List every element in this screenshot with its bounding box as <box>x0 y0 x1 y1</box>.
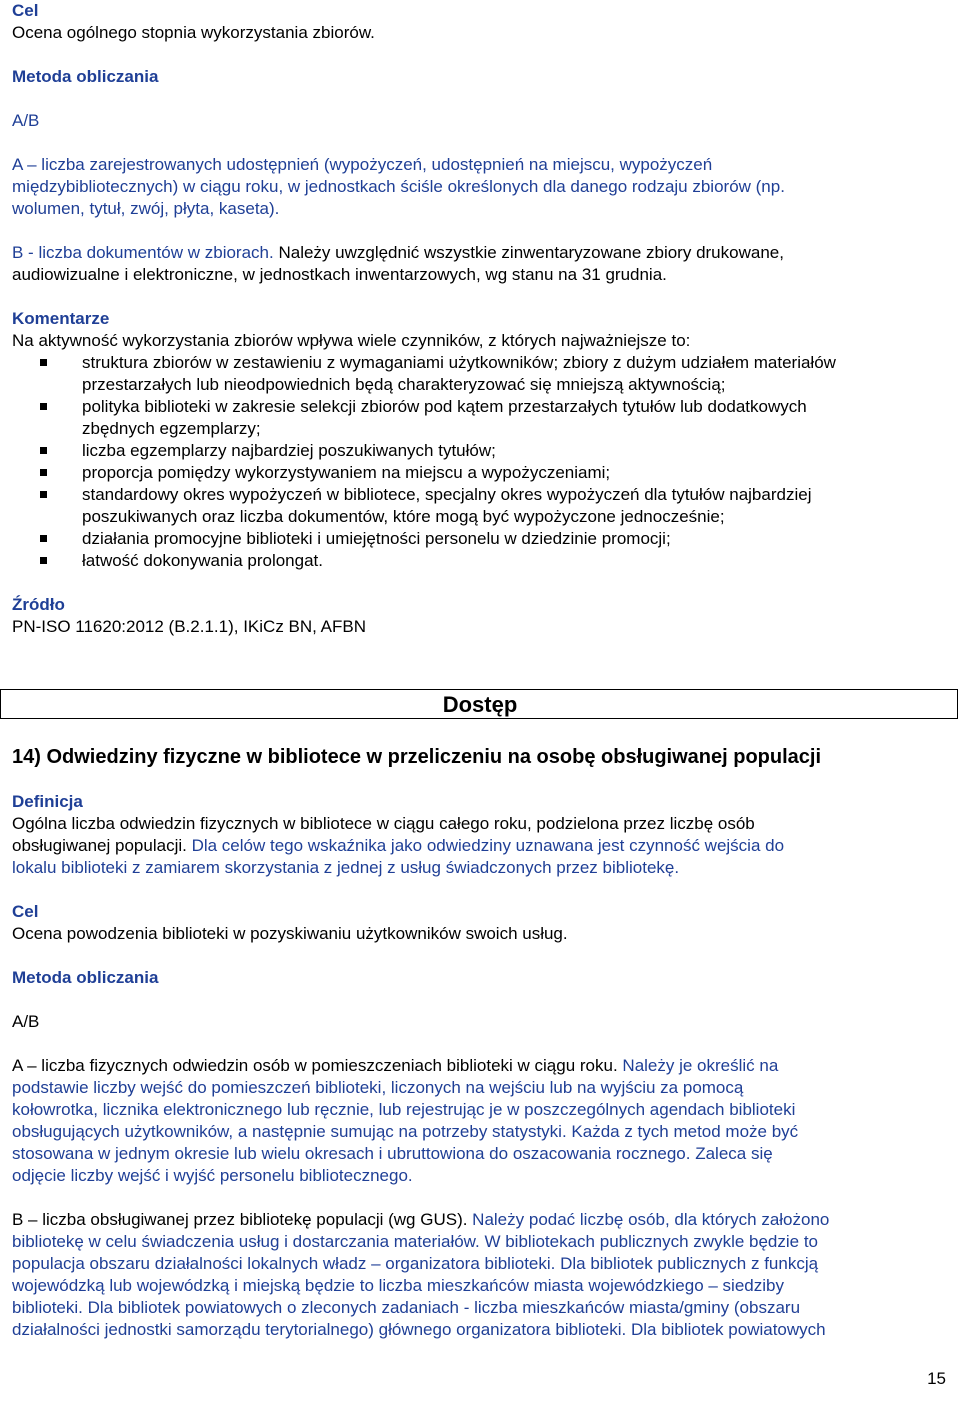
metoda-heading: Metoda obliczania <box>12 968 159 987</box>
factors-list <box>12 352 948 572</box>
a-definition-line: wolumen, tytuł, zwój, płyta, kaseta). <box>12 199 280 218</box>
b-label: B - liczba dokumentów w zbiorach. <box>12 243 274 262</box>
definicja-line: lokalu biblioteki z zamiarem skorzystania z jednej z usług świadczonych przez bibliotekę. <box>12 858 680 877</box>
bullet-icon <box>40 403 47 410</box>
a-definition-line: A – liczba fizycznych odwiedzin osób w pomieszczeniach biblioteki w ciągu roku. Należy je określić na <box>12 1056 779 1075</box>
b-definition-line: audiowizualne i elektroniczne, w jednostkach inwentarzowych, wg stanu na 31 grudnia. <box>12 265 667 284</box>
bullet-icon <box>40 491 47 498</box>
formula: A/B <box>12 111 40 130</box>
bullet-icon <box>40 359 47 366</box>
b-definition-line: działalności jednostki samorządu terytorialnego) głównego organizatora biblioteki. Dla bibliotek powiatowych <box>12 1320 826 1339</box>
a-definition-line: kołowrotka, licznika elektronicznego lub ręcznie, lub rejestrując je w poszczególnych agendach biblioteki <box>12 1100 796 1119</box>
metoda-heading: Metoda obliczania <box>12 67 159 86</box>
bullet-icon <box>40 535 47 542</box>
definicja-line: Ogólna liczba odwiedzin fizycznych w bibliotece w ciągu całego roku, podzielona przez liczbę osób <box>12 814 755 833</box>
list-item: proporcja pomiędzy wykorzystywaniem na miejscu a wypożyczeniami; <box>12 462 948 484</box>
bullet-icon <box>40 469 47 476</box>
b-rest: Należy uwzględnić wszystkie zinwentaryzowane zbiory drukowane, <box>273 243 784 262</box>
cel-heading: Cel <box>12 1 39 20</box>
b-definition-line: wojewódzką lub wojewódzką i miejską będzie to liczba mieszkańców miasta wojewódzkiego – siedziby <box>12 1276 784 1295</box>
zrodlo-heading: Źródło <box>12 595 65 614</box>
bullet-icon <box>40 447 47 454</box>
komentarze-heading: Komentarze <box>12 309 110 328</box>
a-definition-line: odjęcie liczby wejść i wyjść personelu bibliotecznego. <box>12 1166 413 1185</box>
lower-content <box>12 791 948 1341</box>
zrodlo-text: PN-ISO 11620:2012 (B.2.1.1), IKiCz BN, AFBN <box>12 617 367 636</box>
cel-text: Ocena powodzenia biblioteki w pozyskiwaniu użytkowników swoich usług. <box>12 924 568 943</box>
a-definition-line: obsługujących użytkowników, a następnie sumując na potrzeby statystyki. Każda z tych metod może być <box>12 1122 799 1141</box>
list-item: polityka biblioteki w zakresie selekcji zbiorów pod kątem przestarzałych tytułów lub dodatkowych zbędnych egzemplarzy; <box>12 396 948 440</box>
a-definition-line: międzybibliotecznych) w ciągu roku, w jednostkach ściśle określonych dla danego rodzaju zbiorów (np. <box>12 177 785 196</box>
definicja-line: obsługiwanej populacji. Dla celów tego wskaźnika jako odwiedziny uznawana jest czynność wejścia do <box>12 836 785 855</box>
a-definition-line: podstawie liczby wejść do pomieszczeń biblioteki, liczonych na wejściu lub na wyjściu za pomocą <box>12 1078 744 1097</box>
list-item: standardowy okres wypożyczeń w bibliotece, specjalny okres wypożyczeń dla tytułów najbardziej poszukiwanych oraz liczba dokumentów, które mogą być wypożyczone jednocześnie; <box>12 484 948 528</box>
formula: A/B <box>12 1012 40 1031</box>
b-definition-line: B – liczba obsługiwanej przez bibliotekę populacji (wg GUS). Należy podać liczbę osób, dla których założono <box>12 1210 830 1229</box>
definicja-heading: Definicja <box>12 792 83 811</box>
list-item: struktura zbiorów w zestawieniu z wymaganiami użytkowników; zbiory z dużym udziałem materiałów przestarzałych lub nieodpowiednich będą charakteryzować się mniejszą aktywnością; <box>12 352 948 396</box>
b-definition-line: populacja obszaru działalności lokalnych władz – organizatora biblioteki. Dla bibliotek publicznych z funkcją <box>12 1254 819 1273</box>
a-definition-line: stosowana w jednym okresie lub wielu okresach i ubruttowiona do oszacowania rocznego. Zaleca się <box>12 1144 773 1163</box>
list-item: liczba egzemplarzy najbardziej poszukiwanych tytułów; <box>12 440 948 462</box>
komentarze-intro: Na aktywność wykorzystania zbiorów wpływa wiele czynników, z których najważniejsze to: <box>12 331 691 350</box>
list-item: łatwość dokonywania prolongat. <box>12 550 948 572</box>
indicator-title: 14) Odwiedziny fizyczne w bibliotece w przeliczeniu na osobę obsługiwanej populacji <box>12 746 822 768</box>
page-number: 15 <box>927 1369 946 1388</box>
cel-text: Ocena ogólnego stopnia wykorzystania zbiorów. <box>12 23 375 42</box>
b-definition-line: biblioteki. Dla bibliotek powiatowych o zleconych zadaniach - liczba mieszkańców miasta/gminy (obszaru <box>12 1298 801 1317</box>
cel-heading: Cel <box>12 902 39 921</box>
b-definition <box>12 242 948 264</box>
a-definition-line: A – liczba zarejestrowanych udostępnień (wypożyczeń, udostępnień na miejscu, wypożyczeń <box>12 155 713 174</box>
b-definition-line: bibliotekę w celu świadczenia usług i dostarczania materiałów. W bibliotekach publicznych zwykle będzie to <box>12 1232 819 1251</box>
section-title: Dostęp <box>442 692 518 717</box>
upper-content <box>12 0 948 638</box>
bullet-icon <box>40 557 47 564</box>
list-item: działania promocyjne biblioteki i umiejętności personelu w dziedzinie promocji; <box>12 528 948 550</box>
